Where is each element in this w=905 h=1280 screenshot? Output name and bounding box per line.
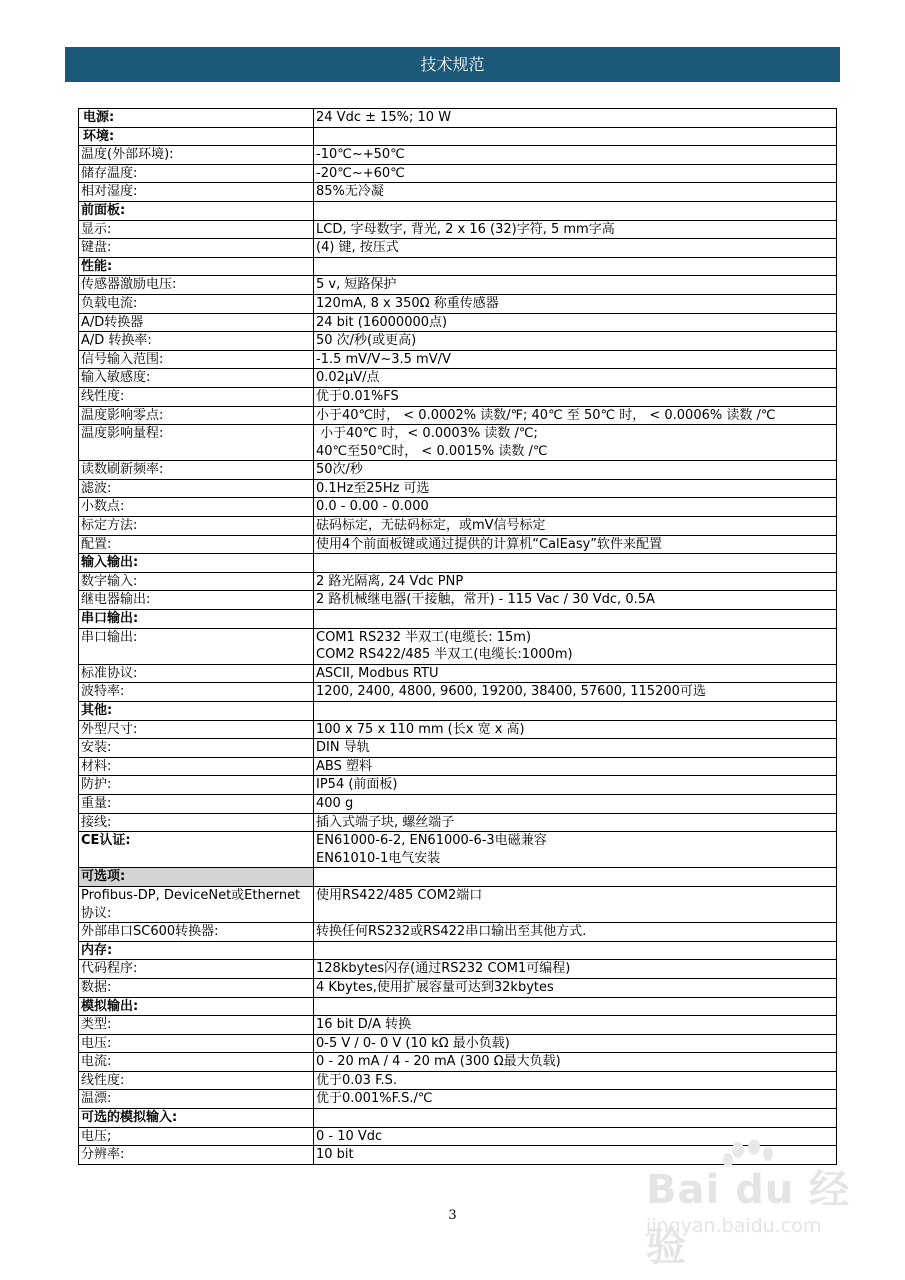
spec-label-text: 电源: [83,110,115,125]
spec-value-text: DIN 导轨 [316,740,370,756]
section-row [79,702,837,721]
spec-label-text: 读数刷新频率: [81,462,164,478]
spec-value-text: IP54 (前面板) [316,777,398,793]
spec-label-text: 负载电流: [81,295,138,311]
spec-label [79,776,314,795]
spec-label-text: 电流: [81,1054,112,1070]
spec-value [314,294,837,313]
spec-row [79,664,837,683]
spec-value-text [316,1109,834,1127]
spec-value [314,369,837,388]
spec-label-text: 数据: [81,979,112,995]
spec-row [79,960,837,979]
spec-value-text: 2 路光隔离, 24 Vdc PNP [316,573,464,589]
page-header-bar [65,47,840,82]
spec-value [314,425,837,461]
spec-label-text: 标定方法: [81,518,138,534]
spec-value [314,164,837,183]
spec-value-text: 0.0 - 0.00 - 0.000 [316,499,429,515]
section-row [79,997,837,1016]
section-heading [79,868,314,887]
spec-value-text-line2: 40℃至50℃时， < 0.0015% 读数 /℃ [316,443,548,459]
spec-label-text: 材料: [81,758,112,774]
spec-value-text: 5 v, 短路保护 [316,277,397,293]
spec-value [314,257,837,276]
page-header-title: 技术规范 [420,55,485,74]
spec-value-text: 使用4个前面板键或通过提供的计算机“CalEasy”软件来配置 [316,536,663,552]
spec-value-text-line2: EN61010-1电气安装 [316,850,441,866]
spec-label [79,683,314,702]
spec-row [79,1071,837,1090]
spec-value [314,886,837,922]
spec-value [314,517,837,536]
spec-label-text: 环境: [83,128,115,144]
spec-label [79,313,314,332]
spec-value-text: 0.1Hz至25Hz 可选 [316,480,430,496]
spec-row [79,1127,837,1146]
spec-label [79,1071,314,1090]
spec-row [79,239,837,258]
section-row [79,941,837,960]
spec-value [314,702,837,721]
spec-value [314,960,837,979]
spec-row [79,294,837,313]
spec-value-text: 0.02μV/点 [316,370,380,386]
spec-row [79,923,837,942]
spec-label-text: 性能: [81,258,113,274]
spec-label-text: 外部串口SC600转换器: [81,924,219,940]
spec-label-text: 温度影响零点: [81,407,164,423]
spec-row [79,369,837,388]
spec-value-text-line2: COM2 RS422/485 半双工(电缆长:1000m) [316,647,573,663]
spec-row [79,886,837,922]
section-heading [79,109,314,128]
spec-value-text: 0 - 10 Vdc [316,1128,383,1144]
spec-label [79,332,314,351]
spec-label [79,479,314,498]
spec-label-text: 可选的模拟输入: [81,1110,178,1126]
spec-label-text: 防护: [81,777,112,793]
spec-value [314,535,837,554]
spec-label-text: 储存温度: [81,165,138,181]
spec-table-body [79,109,837,1165]
spec-value-text: 小于40℃ 时，< 0.0003% 读数 /℃; [316,426,538,442]
spec-label [79,886,314,922]
spec-label-text: 电压: [81,1035,112,1051]
watermark-url: jingyan.baidu.com [646,1215,822,1237]
spec-label [79,183,314,202]
spec-value [314,997,837,1016]
section-row [79,1109,837,1128]
spec-label [79,1034,314,1053]
spec-label [79,628,314,664]
spec-row [79,628,837,664]
spec-label-text: 串口输出: [81,611,139,627]
spec-value-text: ABS 塑料 [316,758,372,774]
spec-value [314,127,837,146]
spec-value [314,664,837,683]
spec-value [314,813,837,832]
spec-value-text: -10℃~+50℃ [316,147,405,163]
spec-value [314,276,837,295]
spec-label [79,1127,314,1146]
spec-value-text: 50 次/秒(或更高) [316,333,417,349]
spec-value [314,720,837,739]
section-row [79,109,837,128]
spec-label [79,664,314,683]
spec-value [314,332,837,351]
spec-label [79,239,314,258]
spec-row [79,776,837,795]
spec-row [79,332,837,351]
spec-value [314,313,837,332]
spec-value [314,868,837,887]
spec-value-text: -20℃~+60℃ [316,165,405,181]
spec-row [79,146,837,165]
spec-value-text: 100 x 75 x 110 mm (长x 宽 x 高) [316,721,525,737]
section-heading [79,201,314,220]
spec-label-text: 输入输出: [81,555,139,571]
spec-value-text: -1.5 mV/V~3.5 mV/V [316,351,451,367]
spec-label-text: 重量: [81,795,112,811]
spec-label-text: A/D 转换率: [81,333,152,349]
spec-value-text: 优于0.01%FS [316,388,399,404]
spec-label [79,294,314,313]
section-heading [79,941,314,960]
spec-label-text: 温度(外部环境): [81,147,174,163]
spec-label [79,461,314,480]
spec-value [314,923,837,942]
spec-value-text [316,610,834,628]
spec-row [79,350,837,369]
spec-value [314,610,837,629]
spec-label [79,1090,314,1109]
spec-label-text: 输入敏感度: [81,370,151,386]
spec-label [79,517,314,536]
spec-row [79,757,837,776]
spec-row [79,276,837,295]
spec-value-text: 小于40℃时， < 0.0002% 读数/℉; 40℃ 至 50℃ 时， < 0.0006% 读数 /℃ [316,407,776,423]
spec-value-text: 24 Vdc ± 15%; 10 W [316,110,452,125]
spec-value [314,628,837,664]
spec-value [314,739,837,758]
spec-label [79,1053,314,1072]
spec-value-text [316,554,834,572]
section-heading [79,554,314,573]
spec-value [314,1016,837,1035]
spec-label-text: Profibus-DP, DeviceNet或Ethernet [81,887,301,903]
spec-value [314,554,837,573]
spec-row [79,517,837,536]
spec-row [79,813,837,832]
spec-label [79,369,314,388]
page-number: 3 [448,1208,457,1223]
spec-value-text: LCD, 字母数字, 背光, 2 x 16 (32)字符, 5 mm字高 [316,221,615,237]
spec-label-text: 滤波: [81,480,112,496]
spec-label [79,220,314,239]
spec-label [79,739,314,758]
spec-label-text: 线性度: [81,388,125,404]
spec-label-text: 接线: [81,814,112,830]
spec-value [314,239,837,258]
spec-value-text: COM1 RS232 半双工(电缆长: 15m) [316,629,532,645]
spec-value [314,941,837,960]
spec-value [314,757,837,776]
section-heading [79,257,314,276]
spec-label-text: 分辨率: [81,1147,125,1163]
section-row [79,554,837,573]
spec-row [79,978,837,997]
spec-label-text: 其他: [81,703,113,718]
spec-row [79,220,837,239]
spec-value-text [316,258,834,276]
spec-row [79,720,837,739]
spec-label-text: 温度影响量程: [81,426,164,442]
spec-value [314,591,837,610]
spec-label [79,164,314,183]
spec-value [314,109,837,128]
spec-value [314,220,837,239]
spec-label-text: 电压; [81,1128,112,1144]
spec-label [79,720,314,739]
section-heading [79,1109,314,1128]
spec-value [314,406,837,425]
spec-row [79,498,837,517]
spec-label-text: 继电器输出: [81,592,151,608]
spec-value-text: 0-5 V / 0- 0 V (10 kΩ 最小负载) [316,1035,510,1051]
section-heading [79,832,314,868]
section-heading [79,997,314,1016]
section-heading [79,127,314,146]
spec-value-text: 4 Kbytes,使用扩展容量可达到32kbytes [316,979,554,995]
spec-row [79,572,837,591]
spec-value [314,350,837,369]
spec-label-text: 数字输入: [81,573,138,589]
spec-label [79,425,314,461]
spec-label-text: 线性度: [81,1072,125,1088]
spec-label-text: 内存: [81,942,113,958]
spec-value [314,572,837,591]
spec-value [314,1034,837,1053]
spec-value [314,1127,837,1146]
spec-value-text: ASCII, Modbus RTU [316,665,439,681]
spec-value-text: 插入式端子块, 螺丝端子 [316,814,455,830]
spec-row [79,591,837,610]
spec-value-text: 2 路机械继电器(干接触，常开) - 115 Vac / 30 Vdc, 0.5A [316,592,655,608]
spec-value-text [316,128,834,146]
section-row [79,610,837,629]
spec-label [79,572,314,591]
spec-row [79,461,837,480]
watermark-logo: Bai du 经验 [646,1167,851,1270]
spec-table [78,108,837,1165]
spec-value-text: 85%无冷凝 [316,184,384,200]
section-row [79,832,837,868]
spec-row [79,1034,837,1053]
spec-label-text: 代码程序: [81,961,138,977]
spec-label [79,406,314,425]
spec-value [314,201,837,220]
spec-row [79,406,837,425]
spec-label-text: 标准协议: [81,665,138,681]
spec-value-text: 128kbytes闪存(通过RS232 COM1可编程) [316,961,571,977]
spec-value-text [316,702,834,720]
spec-value-text [316,202,834,220]
spec-value-text: 1200, 2400, 4800, 9600, 19200, 38400, 57600, 115200可选 [316,684,706,700]
spec-row [79,183,837,202]
spec-value-text: 10 bit [316,1147,354,1163]
spec-value [314,183,837,202]
spec-label [79,978,314,997]
spec-label-text: A/D转换器 [81,314,144,330]
section-row [79,127,837,146]
spec-value-text: 400 g [316,795,354,811]
spec-value-text: 24 bit (16000000点) [316,314,448,330]
spec-label [79,498,314,517]
spec-row [79,739,837,758]
spec-value-text: 优于0.03 F.S. [316,1072,397,1088]
spec-label [79,1146,314,1165]
spec-value-text: 16 bit D/A 转换 [316,1017,412,1033]
spec-value-text: 120mA, 8 x 350Ω 称重传感器 [316,295,499,311]
section-row [79,201,837,220]
spec-value-text: EN61000-6-2, EN61000-6-3电磁兼容 [316,833,547,849]
spec-row [79,1016,837,1035]
spec-label [79,794,314,813]
spec-value-text [316,868,834,886]
spec-label-text: 串口输出: [81,629,138,645]
spec-label [79,535,314,554]
spec-value [314,978,837,997]
spec-value-text: 使用RS422/485 COM2端口 [316,887,483,903]
spec-value-text: 砝码标定，无砝码标定，或mV信号标定 [316,518,546,534]
spec-row [79,1146,837,1165]
spec-value [314,461,837,480]
spec-label-text: 模拟输出: [81,998,139,1014]
spec-value [314,1071,837,1090]
spec-label-text: 显示: [81,221,112,237]
spec-value [314,387,837,406]
spec-value [314,832,837,868]
spec-value-text: (4) 键, 按压式 [316,240,399,256]
spec-label-text: 小数点: [81,499,125,515]
spec-label-text: 相对湿度: [81,184,138,200]
spec-row [79,387,837,406]
spec-label-text: 配置: [81,536,112,552]
spec-value [314,794,837,813]
spec-row [79,164,837,183]
spec-label-text: 安装: [81,740,112,756]
spec-value [314,479,837,498]
spec-row [79,535,837,554]
spec-row [79,479,837,498]
spec-label [79,923,314,942]
spec-value-text: 0 - 20 mA / 4 - 20 mA (300 Ω最大负载) [316,1054,561,1070]
spec-label [79,350,314,369]
spec-label [79,960,314,979]
spec-row [79,313,837,332]
spec-value [314,498,837,517]
spec-value-text [316,998,834,1016]
spec-label-text: 键盘: [81,240,112,256]
section-heading [79,702,314,721]
spec-label-text: CE认证: [81,833,131,849]
spec-label-text: 波特率: [81,684,125,700]
spec-label-text: 类型: [81,1017,112,1033]
spec-row [79,683,837,702]
spec-value-text [316,942,834,960]
section-row [79,868,837,887]
spec-label [79,591,314,610]
spec-value [314,146,837,165]
section-row [79,257,837,276]
spec-label-text: 前面板: [81,202,126,218]
spec-label-text: 温漂: [81,1091,112,1107]
spec-label [79,1016,314,1035]
spec-value [314,683,837,702]
spec-row [79,425,837,461]
spec-label [79,276,314,295]
spec-label-text: 信号输入范围: [81,351,164,367]
spec-label-text: 外型尺寸: [81,721,138,737]
spec-value [314,1146,837,1165]
spec-label [79,757,314,776]
spec-row [79,1053,837,1072]
spec-label [79,813,314,832]
spec-label-text: 传感器激励电压: [81,277,177,293]
spec-value-text: 优于0.001%F.S./℃ [316,1091,433,1107]
section-heading [79,610,314,629]
spec-label-text-line2: 协议: [81,905,112,921]
spec-value [314,1109,837,1128]
spec-value-text: 转换任何RS232或RS422串口输出至其他方式. [316,924,587,940]
spec-row [79,794,837,813]
spec-row [79,1090,837,1109]
spec-label [79,387,314,406]
spec-value [314,1053,837,1072]
spec-value [314,1090,837,1109]
spec-value-text: 50次/秒 [316,462,363,478]
spec-value [314,776,837,795]
spec-label-text: 可选项: [81,869,126,885]
spec-label [79,146,314,165]
